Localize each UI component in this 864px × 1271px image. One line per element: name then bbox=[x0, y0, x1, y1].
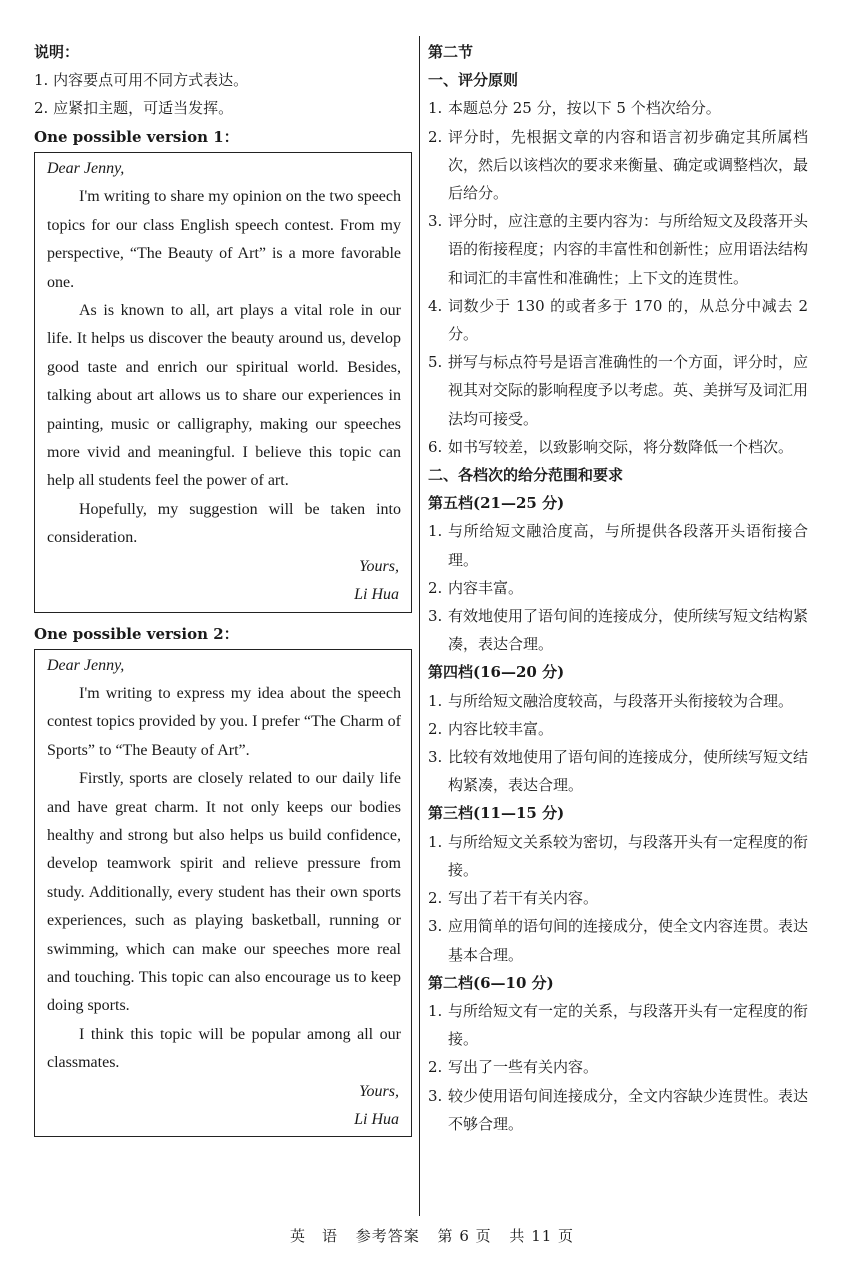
item-text: 有效地使用了语句间的连接成分，使所续写短文结构紧凑，表达合理。 bbox=[448, 607, 809, 654]
item-text: 内容比较丰富。 bbox=[448, 719, 554, 738]
list-item bbox=[428, 743, 808, 799]
item-text: 词数少于 130 的或者多于 170 的，从总分中减去 2 分。 bbox=[448, 296, 808, 344]
list-item bbox=[428, 517, 808, 573]
list-item bbox=[428, 94, 808, 122]
right-column bbox=[428, 38, 808, 1138]
item-number: 1. bbox=[428, 691, 443, 710]
principles-title: 一、评分原则 bbox=[428, 71, 519, 90]
item-text: 比较有效地使用了语句间的连接成分，使所续写短文结构紧凑，表达合理。 bbox=[448, 748, 809, 795]
list-item bbox=[428, 348, 808, 433]
list-item bbox=[428, 997, 808, 1053]
list-item bbox=[428, 602, 808, 658]
essay-paragraph: As is known to all, art plays a vital role in our life. It helps us discover the beauty around us, develop good taste and enrich our spiritual world. Besides, talking about art allows us to share our experiences in painting, music or calligraphy, making our speeches more vivid and meaningful. I believe this topic can help all students feel the power of art. bbox=[47, 302, 401, 490]
item-text: 如书写较差，以致影响交际，将分数降低一个档次。 bbox=[448, 437, 794, 456]
list-item bbox=[428, 1053, 808, 1081]
item-number: 2. bbox=[428, 127, 443, 146]
notes-title: 说明： bbox=[34, 43, 80, 61]
level-block bbox=[428, 489, 808, 658]
version1-label: One possible version 1： bbox=[34, 128, 239, 146]
version2-label: One possible version 2： bbox=[34, 624, 239, 643]
item-number: 1. bbox=[428, 99, 443, 118]
list-item bbox=[428, 292, 808, 348]
level-block bbox=[428, 969, 808, 1138]
level-title: 第五档(21—25 分) bbox=[428, 494, 565, 513]
list-item bbox=[428, 433, 808, 461]
item-number: 3. bbox=[428, 212, 443, 231]
essay-greeting: Dear Jenny, bbox=[47, 160, 125, 177]
item-number: 2. bbox=[428, 719, 443, 738]
list-item bbox=[428, 207, 808, 292]
essay-signature: Li Hua bbox=[354, 1111, 399, 1128]
item-number: 3. bbox=[428, 607, 443, 626]
note-item: 2. 应紧扣主题，可适当发挥。 bbox=[34, 99, 234, 117]
level-block bbox=[428, 799, 808, 968]
list-item bbox=[428, 715, 808, 743]
list-item bbox=[428, 123, 808, 208]
level-title: 第三档(11—15 分) bbox=[428, 804, 565, 823]
item-text: 写出了一些有关内容。 bbox=[448, 1058, 599, 1077]
item-number: 3. bbox=[428, 748, 443, 767]
footer-page-number: 第 6 页 bbox=[437, 1227, 492, 1245]
essay-closing: Yours, bbox=[359, 557, 399, 575]
section-title: 第二节 bbox=[428, 43, 474, 61]
footer-page-total: 共 11 页 bbox=[509, 1227, 575, 1245]
item-text: 与所给短文关系较为密切，与段落开头有一定程度的衔接。 bbox=[448, 832, 809, 879]
item-text: 拼写与标点符号是语言准确性的一个方面，评分时，应视其对交际的影响程度予以考虑。英、美拼写及词汇用法均可接受。 bbox=[448, 353, 809, 428]
essay-signature: Li Hua bbox=[354, 586, 399, 604]
item-text: 与所给短文有一定的关系，与段落开头有一定程度的衔接。 bbox=[448, 1001, 809, 1049]
page-footer bbox=[0, 1226, 864, 1246]
column-divider bbox=[419, 36, 420, 1216]
item-number: 3. bbox=[428, 917, 443, 936]
essay-paragraph: I'm writing to share my opinion on the two speech topics for our class English speech contest. From my perspective, “The Beauty of Art” is a more favorable one. bbox=[47, 188, 401, 291]
list-item bbox=[428, 884, 808, 912]
list-item bbox=[428, 687, 808, 715]
item-number: 3. bbox=[428, 1086, 443, 1105]
item-number: 1. bbox=[428, 832, 443, 851]
level-block bbox=[428, 658, 808, 799]
list-item bbox=[428, 1082, 808, 1138]
item-number: 2. bbox=[428, 1058, 443, 1077]
item-text: 评分时，先根据文章的内容和语言初步确定其所属档次，然后以该档次的要求来衡量、确定或调整档次，最后给分。 bbox=[448, 127, 809, 203]
essay-closing: Yours, bbox=[359, 1082, 399, 1100]
essay-greeting: Dear Jenny, bbox=[47, 656, 125, 674]
item-text: 本题总分 25 分，按以下 5 个档次给分。 bbox=[448, 99, 721, 118]
item-number: 4. bbox=[428, 296, 443, 315]
item-text: 内容丰富。 bbox=[448, 578, 524, 597]
item-number: 6. bbox=[428, 437, 443, 456]
level-title: 第四档(16—20 分) bbox=[428, 663, 565, 682]
list-item bbox=[428, 574, 808, 602]
item-text: 应用简单的语句间的连接成分，使全文内容连贯。表达基本合理。 bbox=[448, 917, 809, 964]
note-item: 1. 内容要点可用不同方式表达。 bbox=[34, 71, 249, 89]
item-number: 2. bbox=[428, 578, 443, 597]
footer-subject: 英 语 bbox=[289, 1227, 338, 1245]
version2-essay-box bbox=[34, 649, 412, 1138]
left-column bbox=[34, 38, 412, 1137]
item-text: 较少使用语句间连接成分，全文内容缺少连贯性。表达不够合理。 bbox=[448, 1086, 809, 1133]
item-text: 与所给短文融洽度较高，与段落开头衔接较为合理。 bbox=[448, 691, 794, 710]
item-number: 5. bbox=[428, 353, 443, 372]
principles-list bbox=[428, 94, 808, 461]
level-title: 第二档(6—10 分) bbox=[428, 973, 554, 992]
item-number: 1. bbox=[428, 1001, 443, 1020]
list-item bbox=[428, 828, 808, 884]
list-item bbox=[428, 912, 808, 968]
essay-paragraph: I think this topic will be popular among all our classmates. bbox=[47, 1025, 401, 1072]
footer-doc-title: 参考答案 bbox=[355, 1227, 420, 1245]
item-text: 写出了若干有关内容。 bbox=[448, 889, 599, 908]
essay-paragraph: I'm writing to express my idea about the speech contest topics provided by you. I prefer “The Charm of Sports” to “The Beauty of Art”. bbox=[47, 684, 401, 759]
item-number: 2. bbox=[428, 889, 443, 908]
essay-paragraph: Hopefully, my suggestion will be taken into consideration. bbox=[47, 500, 401, 547]
essay-paragraph: Firstly, sports are closely related to our daily life and have great charm. It not only keeps our bodies healthy and strong but also helps us build confidence, develop teamwork spirit and relieve pressure from study. Additionally, every student has their own sports experiences, such as playing basketball, running or swimming, which can make our speeches more real and touching. This topic can also encourage us to keep doing sports. bbox=[47, 770, 401, 1015]
levels-title: 二、各档次的给分范围和要求 bbox=[428, 466, 624, 485]
item-number: 1. bbox=[428, 522, 443, 541]
version1-essay-box bbox=[34, 152, 412, 613]
item-text: 评分时，应注意的主要内容为：与所给短文及段落开头语的衔接程度；内容的丰富性和创新性；应用语法结构和词汇的丰富性和准确性；上下文的连贯性。 bbox=[448, 212, 809, 287]
item-text: 与所给短文融洽度高，与所提供各段落开头语衔接合理。 bbox=[448, 522, 808, 569]
